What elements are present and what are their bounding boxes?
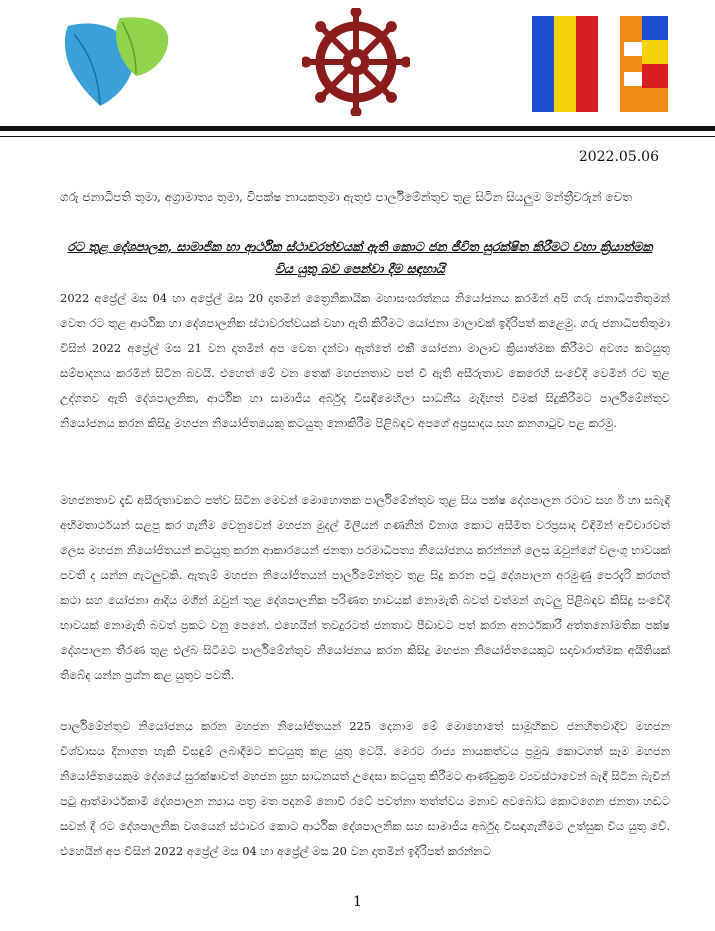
dharma-wheel-logo — [302, 8, 410, 116]
letter-subject: රට තුළ දේශපාලන, සාමාජික හා ආර්ථික ස්ථාවරත්වයක් ඇති කොට ජන ජීවිත සුරක්ෂිත කිරීමට වහා ක්‍රියාත්මක විය යුතු බව පෙන්වා දීම සඳහායි — [67, 239, 653, 276]
body-paragraph-3: පාර්ලිමේන්තුව නියෝජනය කරන මහජන නියෝජිතයන් 225 දෙනාම මේ මොහොතේ සාමූහිකව ජනහිතවාදීව මහජන විශ්වාසය දිනාගත හැකි විසඳුම් ලබාදීමට කටයුතු කළ යුතු වෙයි. මෙරට රාජ්‍ය නායකත්වය ප්‍රමුඛ කොටගත් සෑම මහජන නියෝජිතයෙකුම දේශයේ සුරක්ෂාවත් මහජන සුභ සාධනයත් උදෙසා කටයුතු කිරීමට ආණ්ඩුක්‍රම ව්‍යවස්ථාවෙන් බැඳී සිටින බැවින් පටු ආත්මාර්ථකාමී දේශපාලන න්‍යාය පත්‍ර මත පදනම් නොවී රටේ පවත්නා තත්ත්වය මනාව අවබෝධ කොටගෙන ජනතා හඬට සවන් දී රට දේශපාලනික වශයෙන් ස්ථාවර කොට ආර්ථික දේශපාලනික සහ සාමාජීය අර්බුද විසඳාගැනීමට උත්සුක විය යුතු වේ. එහෙයින් අප විසින් 2022 අප්‍රේල් මස 04 හා අප්‍රේල් මස 20 වන දාතමින් ඉදිරිපත් කරන්නට — [60, 719, 670, 858]
buddhist-flag-logo — [532, 16, 668, 112]
recipient-line: ගරු ජනාධිපති තුමා, අග්‍රාමාත්‍ය තුමා, විපක්ෂ නායකතුමා ඇතුළු පාර්ලිමේන්තුව තුළ සිටින සියලුම මන්ත්‍රීවරුන් වෙත — [60, 190, 632, 204]
header-divider-thin — [0, 136, 715, 137]
body-paragraph-1: 2022 අප්‍රේල් මස 04 හා අප්‍රේල් මස 20 දාතමින් ත්‍රෛනිකායික මහාසංඝරත්නය නියෝජනය කරමින් අපි ගරු ජනාධිපතිතුමන් වෙත රට තුළ ආර්ථික හා දේශපාලනික ස්ථාවරත්වයක් වහා ඇති කිරීමට යෝජනා මාලාවක් ඉදිරිපත් කළෙමු. ගරු ජනාධිපතිතුමා විසින් 2022 අප්‍රේල් මස 21 වන දාතමින් අප වෙත දන්වා ඇත්තේ එකී යෝජනා මාලාව ක්‍රියාත්මක කිරීමට අවශ්‍ය කටයුතු සම්පාදනය කරමින් සිටින බවයි. එහෙත් මේ වන තෙක් මහජනතාව පත් වී ඇති අසීරුතාව කෙරෙහි සංවේදී වෙමින් රට තුළ උද්ගතව ඇති දේශපාලනික, ආර්ථික හා සාමාජීය අර්බුද විසඳීමෙහිලා සාධනීය මැදිහත් වීමක් සිදුකිරීමට පාර්ලිමේන්තුව නියෝජනය කරන කිසිදු මහජන නියෝජිතයෙකු කටයුතු නොකිරීම පිළිබඳව අපගේ අප්‍රසාදය සහ කනගාටුව පළ කරමු. — [60, 291, 670, 430]
body-paragraph-2: මහජනතාව දැඩි අසීරුතාවකට පත්ව සිටින මෙවන් මොහොතක පාර්ලිමේන්තුව තුළ සිය පක්ෂ දේශපාලන රටාව සහ ඊ හා සබැඳි අභිමතාර්ථයන් සළපු කර ගැනීම වෙනුවෙන් මහජන මුදල් මිලියන් ගණනින් විනාශ කොට අසීමිත වරප්‍රසාද විඳිමින් අවිචාරවත් ලෙස මහජන නියෝජිතයන් කටයුතු කරන ආකාරයෙන් ජනතා පරමාධිපත්‍ය නියෝජනය කරන්නන් ලෙස ඔවුන්ගේ වලංගු භාවයක් පවතී ද යන්න ගැටලුවකි. ඇතැම් මහජන නියෝජිතයන් පාර්ලිමේන්තුව තුළ සිදු කරන පටු දේශපාලන අරමුණු පෙරදැරි කරගත් කථා සහ යෝජනා ආදිය මගින් ඔවුන් තුළ දේශපාලනික පරිණත භාවයක් නොමැති බවත් වත්මන් ගැටලු පිළිබඳව කිසිදු සංවේදී භාවයක් නොමැති බවත් ප්‍රකට වනු පෙනේ. එහෙයින් තවදුරටත් ජනතාව පීඩාවට පත් කරන අනර්ථකාරී අත්තනෝමතික පක්ෂ දේශපාලන තීරණ තුළ එල්බ සිටීමට පාර්ලිමේන්තුව නියෝජනය කරන කිසිදු මහජන නියෝජිතයෙකුට සදාචාරාත්මක අයිතියක් තිබේද යන්න ප්‍රශ්න කළ යුතුව පවතී. — [60, 493, 670, 682]
header-divider-thick — [0, 126, 715, 131]
bo-leaf-logo — [60, 14, 170, 114]
letter-date: 2022.05.06 — [578, 149, 659, 165]
page-number: 1 — [353, 894, 362, 910]
